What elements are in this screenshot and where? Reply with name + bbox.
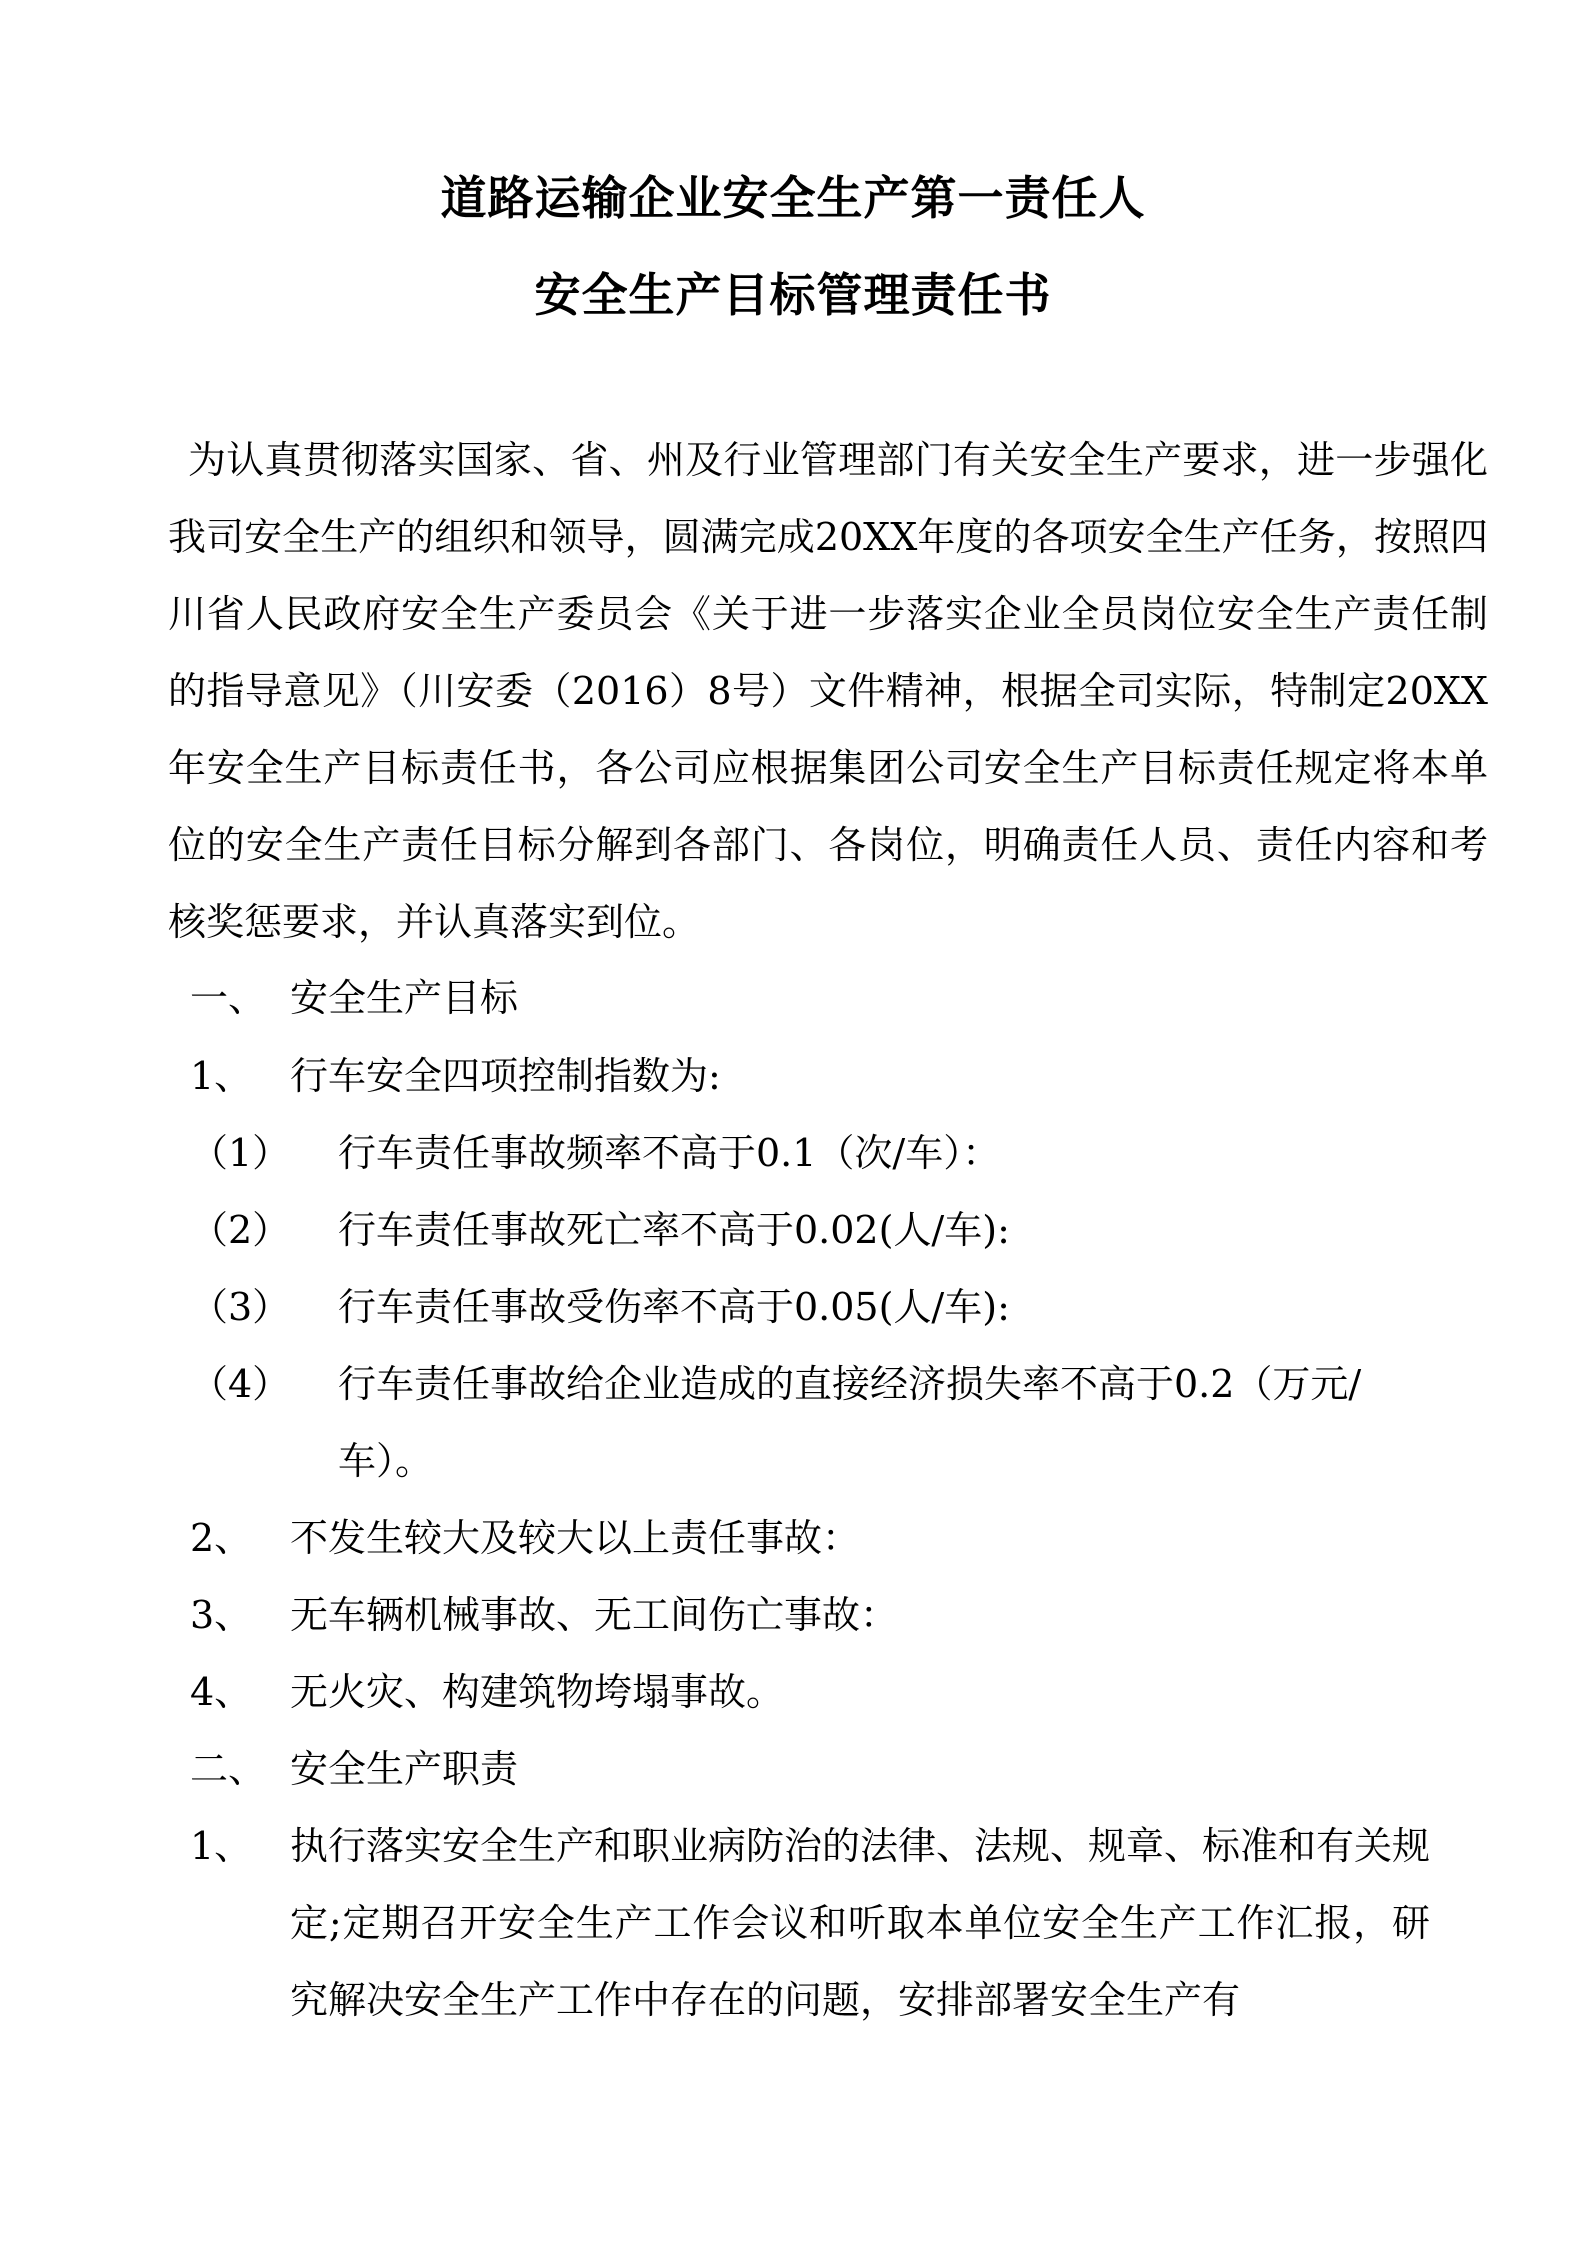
document-title-line-2: 安全生产目标管理责任书 (534, 268, 1052, 322)
document-title-line-1: 道路运输企业安全生产第一责任人 (440, 171, 1146, 225)
item-label: 4、 (190, 1670, 253, 1714)
sub-item-label: （4） (190, 1362, 291, 1406)
section-1-title: 安全生产目标 (290, 976, 519, 1020)
section-1-label: 一、 (190, 976, 267, 1020)
sub-item-text: 行车责任事故死亡率不高于0.02(人/车): (338, 1208, 1010, 1252)
sub-item-label: （2） (190, 1208, 291, 1252)
section-2-item-1 (190, 1808, 1440, 2048)
sub-item-text: 行车责任事故受伤率不高于0.05(人/车): (338, 1285, 1010, 1329)
section-2-title: 安全生产职责 (290, 1747, 519, 1791)
item-label: 1、 (190, 1824, 253, 1868)
item-label: 3、 (190, 1593, 253, 1637)
item-text: 无火灾、构建筑物垮塌事故。 (290, 1670, 785, 1714)
sub-item-label: （3） (190, 1285, 291, 1329)
item-label: 2、 (190, 1516, 253, 1560)
item-text: 执行落实安全生产和职业病防治的法律、法规、规章、标准和有关规定;定期召开安全生产工作会议和听取本单位安全生产工作汇报，研究解决安全生产工作中存在的问题，安排部署安全生产有 (290, 1824, 1431, 2022)
sub-item-text: 行车责任事故频率不高于0.1（次/车）： (338, 1131, 1001, 1175)
section-2-label: 二、 (190, 1747, 267, 1791)
item-text: 不发生较大及较大以上责任事故： (290, 1516, 861, 1560)
sub-item-text: 行车责任事故给企业造成的直接经济损失率不高于0.2（万元/车）。 (338, 1362, 1362, 1483)
item-text: 无车辆机械事故、无工间伤亡事故： (290, 1593, 899, 1637)
sub-item-4 (190, 1346, 1430, 1506)
item-label: 1、 (190, 1054, 253, 1098)
intro-paragraph: 为认真贯彻落实国家、省、州及行业管理部门有关安全生产要求，进一步强化我司安全生产的组织和领导，圆满完成20XX年度的各项安全生产任务，按照四川省人民政府安全生产委员会《关于进一步落实企业全员岗位安全生产责任制的指导意见》（川安委（2016）8号）文件精神，根据全司实际，特制定20XX年安全生产目标责任书，各公司应根据集团公司安全生产目标责任规定将本单位的安全生产责任目标分解到各部门、各岗位，明确责任人员、责任内容和考核奖惩要求，并认真落实到位。 (168, 438, 1488, 944)
item-text: 行车安全四项控制指数为: (290, 1054, 721, 1098)
sub-item-label: （1） (190, 1131, 291, 1175)
